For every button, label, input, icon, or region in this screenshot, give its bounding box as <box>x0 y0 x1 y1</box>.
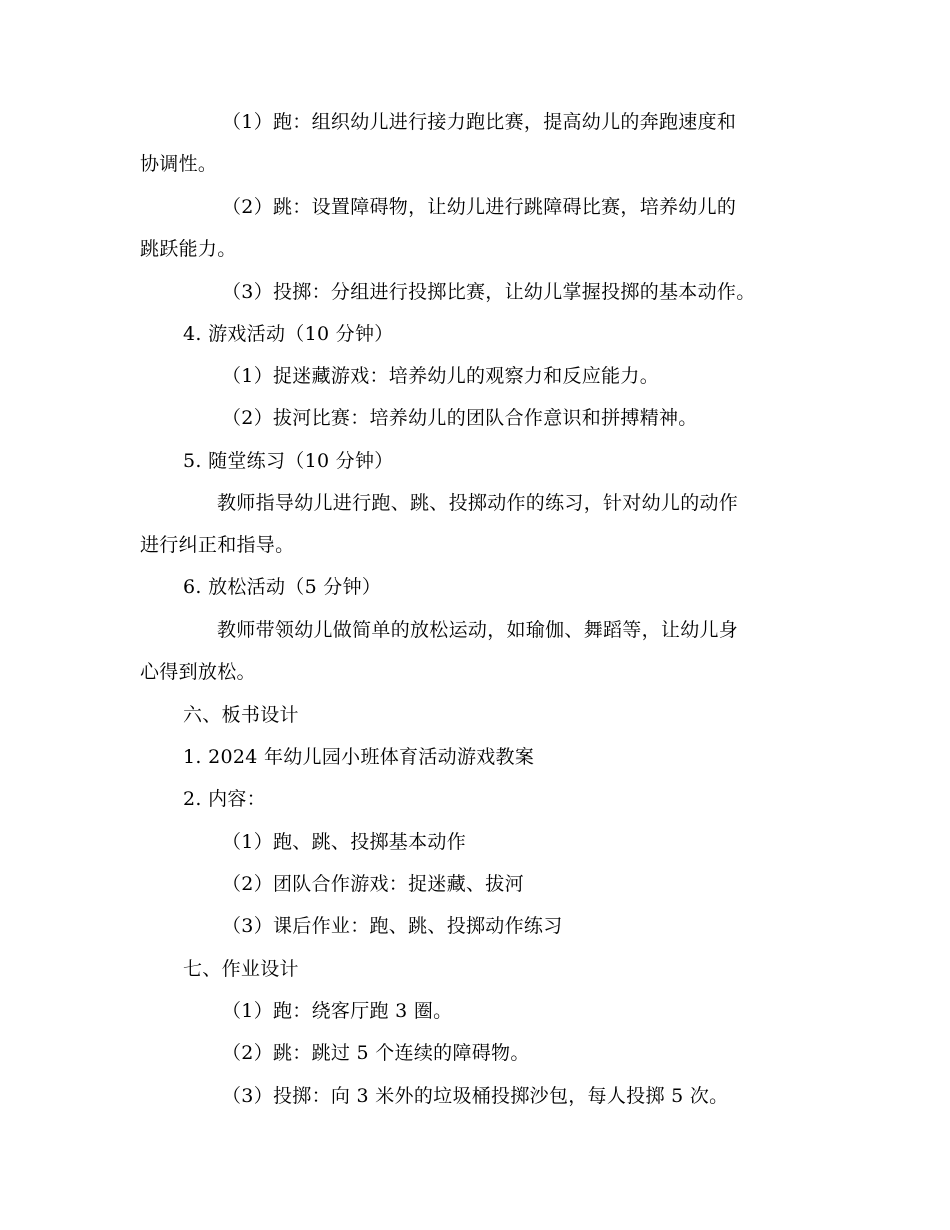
text-line-throw-item: （3）投掷：分组进行投掷比赛，让幼儿掌握投掷的基本动作。 <box>222 281 756 303</box>
section-heading-homework: 七、作业设计 <box>183 958 299 980</box>
text-line-jump-item-cont: 跳跃能力。 <box>140 238 237 260</box>
heading-relax: 6. 放松活动（5 分钟） <box>183 576 382 598</box>
text-line-homework-run: （1）跑：绕客厅跑 3 圈。 <box>222 1000 453 1022</box>
text-line-practice-para: 教师指导幼儿进行跑、跳、投掷动作的练习，针对幼儿的动作 <box>217 492 739 514</box>
text-line-board-title: 1. 2024 年幼儿园小班体育活动游戏教案 <box>183 746 535 768</box>
text-line-homework-jump: （2）跳：跳过 5 个连续的障碍物。 <box>222 1042 530 1064</box>
text-line-relax-para: 教师带领幼儿做简单的放松运动，如瑜伽、舞蹈等，让幼儿身 <box>217 619 739 641</box>
text-line-homework-throw: （3）投掷：向 3 米外的垃圾桶投掷沙包，每人投掷 5 次。 <box>222 1085 729 1107</box>
text-line-practice-para-cont: 进行纠正和指导。 <box>140 534 295 556</box>
text-line-tug-of-war: （2）拔河比赛：培养幼儿的团队合作意识和拼搏精神。 <box>222 407 698 429</box>
text-line-hide-seek: （1）捉迷藏游戏：培养幼儿的观察力和反应能力。 <box>222 365 659 387</box>
heading-game-activity: 4. 游戏活动（10 分钟） <box>183 323 394 345</box>
text-line-run-item-cont: 协调性。 <box>140 153 218 175</box>
text-line-board-item-3: （3）课后作业：跑、跳、投掷动作练习 <box>222 915 563 937</box>
section-heading-board-design: 六、板书设计 <box>183 704 299 726</box>
text-line-run-item: （1）跑：组织幼儿进行接力跑比赛，提高幼儿的奔跑速度和 <box>222 111 737 133</box>
text-line-jump-item: （2）跳：设置障碍物，让幼儿进行跳障碍比赛，培养幼儿的 <box>222 196 737 218</box>
text-line-board-item-2: （2）团队合作游戏：捉迷藏、拔河 <box>222 873 524 895</box>
text-line-board-content: 2. 内容： <box>183 788 266 810</box>
text-line-relax-para-cont: 心得到放松。 <box>140 661 256 683</box>
heading-practice: 5. 随堂练习（10 分钟） <box>183 450 394 472</box>
text-line-board-item-1: （1）跑、跳、投掷基本动作 <box>222 831 466 853</box>
